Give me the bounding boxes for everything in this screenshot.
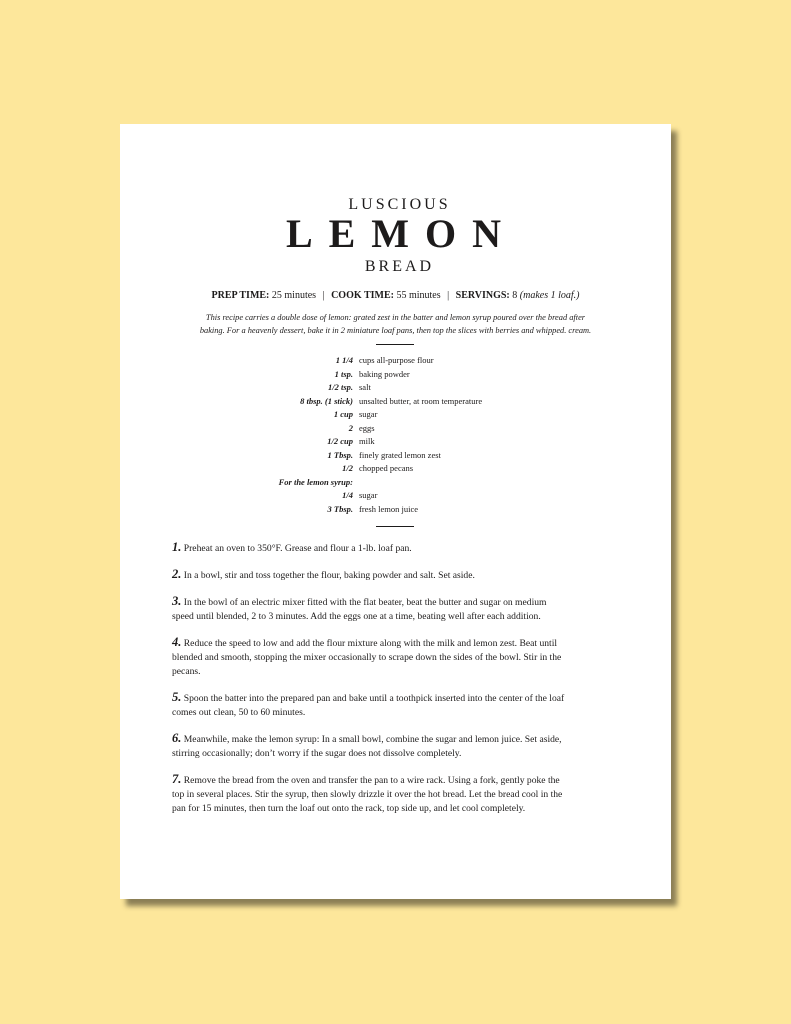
- prep-time-label: PREP TIME:: [211, 290, 270, 301]
- cook-time-value: 55 minutes: [396, 290, 441, 301]
- step-text: Spoon the batter into the prepared pan and bake until a toothpick inserted into the center of the loaf: [183, 693, 565, 704]
- intro-line: baking. For a heavenly dessert, bake it in 2 miniature loaf pans, then top the slices with berries and whipped. cream.: [199, 325, 592, 335]
- recipe-card: [120, 124, 671, 899]
- step-text: Remove the bread from the oven and transfer the pan to a wire rack. Using a fork, gently poke the: [183, 775, 560, 786]
- ingredient-row: [120, 489, 671, 503]
- ingredient-row: [120, 381, 671, 395]
- ingredient-row: [120, 368, 671, 382]
- step-line: [172, 747, 634, 761]
- divider: [376, 344, 414, 345]
- ingredient-quantity: 1/2 tsp.: [327, 382, 353, 392]
- ingredient-name: eggs: [359, 422, 375, 433]
- ingredient-quantity: 1/2 cup: [327, 436, 353, 446]
- servings-value: 8: [512, 290, 518, 301]
- cook-time-label: COOK TIME:: [331, 290, 394, 301]
- title-lemon: LEMON: [285, 211, 518, 256]
- step-number: 1.: [172, 540, 182, 554]
- direction-step: [172, 690, 634, 720]
- recipe-intro: [158, 312, 633, 337]
- ingredient-row: [120, 435, 671, 449]
- ingredient-name: milk: [359, 436, 375, 446]
- step-number: 3.: [172, 594, 182, 608]
- step-line: [172, 567, 634, 583]
- step-line: [172, 665, 634, 679]
- meta-separator: |: [447, 290, 450, 301]
- step-text: speed until blended, 2 to 3 minutes. Add the eggs one at a time, beating well after each addition.: [172, 611, 541, 622]
- ingredient-row: [120, 422, 671, 436]
- intro-line: This recipe carries a double dose of lemon: grated zest in the batter and lemon syrup poured over the bread after: [205, 313, 586, 322]
- recipe-meta: [120, 290, 671, 301]
- divider: [376, 526, 414, 527]
- ingredient-row: [120, 449, 671, 463]
- step-text: In a bowl, stir and toss together the flour, baking powder and salt. Set aside.: [183, 570, 475, 581]
- ingredient-name: unsalted butter, at room temperature: [359, 395, 483, 406]
- ingredient-name: baking powder: [359, 368, 410, 379]
- ingredient-row: [120, 408, 671, 422]
- step-number: 6.: [172, 731, 182, 745]
- direction-step: [172, 635, 634, 679]
- ingredient-quantity: 1 1/4: [335, 355, 353, 365]
- step-text: Meanwhile, make the lemon syrup: In a small bowl, combine the sugar and lemon juice. Set aside,: [183, 734, 562, 745]
- ingredients-list: [120, 354, 671, 516]
- direction-step: [172, 772, 634, 816]
- step-text: blended and smooth, stopping the mixer occasionally to scrape down the sides of the bowl. Stir in the: [172, 652, 562, 663]
- meta-separator: |: [322, 290, 325, 301]
- title-luscious: LUSCIOUS: [348, 196, 451, 213]
- step-text: stirring occasionally; don’t worry if the sugar does not dissolve completely.: [172, 748, 462, 759]
- ingredient-quantity: For the lemon syrup:: [278, 476, 353, 487]
- step-line: [172, 610, 634, 624]
- ingredient-name: finely grated lemon zest: [359, 449, 441, 460]
- step-text: Reduce the speed to low and add the flour mixture along with the milk and lemon zest. Beat until: [183, 638, 558, 649]
- servings-label: SERVINGS:: [455, 290, 510, 301]
- ingredient-name: salt: [359, 382, 371, 392]
- step-line: [172, 540, 634, 556]
- step-line: [172, 802, 634, 816]
- ingredient-name: cups all-purpose flour: [359, 355, 434, 365]
- ingredient-name: chopped pecans: [359, 463, 414, 473]
- ingredient-quantity: 8 tbsp. (1 stick): [300, 395, 353, 406]
- step-line: [172, 635, 634, 651]
- servings-note: (makes 1 loaf.): [519, 290, 580, 301]
- step-line: [172, 788, 634, 802]
- ingredient-quantity: 2: [348, 422, 353, 433]
- ingredient-name: sugar: [359, 490, 378, 500]
- direction-step: [172, 567, 634, 583]
- ingredient-name: sugar: [359, 409, 378, 419]
- ingredient-quantity: 3 Tbsp.: [327, 503, 353, 514]
- directions-list: [172, 540, 634, 827]
- ingredient-quantity: 1 tsp.: [334, 368, 353, 379]
- step-line: [172, 706, 634, 720]
- step-line: [172, 772, 634, 788]
- ingredient-name: fresh lemon juice: [359, 503, 419, 514]
- step-text: pan for 15 minutes, then turn the loaf out onto the rack, top side up, and let cool completely.: [172, 803, 526, 814]
- step-line: [172, 690, 634, 706]
- step-number: 2.: [172, 567, 182, 581]
- title-bread: BREAD: [364, 258, 435, 275]
- step-text: comes out clean, 50 to 60 minutes.: [172, 707, 306, 718]
- ingredient-quantity: 1/2: [342, 463, 353, 473]
- step-text: pecans.: [172, 666, 201, 677]
- ingredient-quantity: 1 Tbsp.: [327, 449, 353, 460]
- ingredient-quantity: 1 cup: [333, 409, 353, 419]
- prep-time-value: 25 minutes: [271, 290, 317, 301]
- step-line: [172, 651, 634, 665]
- step-number: 5.: [172, 690, 182, 704]
- ingredient-row: [120, 462, 671, 476]
- step-line: [172, 731, 634, 747]
- step-text: Preheat an oven to 350°F. Grease and flour a 1-lb. loaf pan.: [183, 543, 412, 554]
- ingredient-row: [120, 476, 671, 490]
- step-line: [172, 594, 634, 610]
- step-number: 7.: [172, 772, 182, 786]
- step-text: In the bowl of an electric mixer fitted with the flat beater, beat the butter and sugar on medium: [183, 597, 547, 608]
- direction-step: [172, 594, 634, 624]
- ingredient-row: [120, 395, 671, 409]
- step-text: top in several places. Stir the syrup, then slowly drizzle it over the hot bread. Let the bread cool in the: [172, 789, 563, 800]
- step-number: 4.: [172, 635, 182, 649]
- ingredient-row: [120, 503, 671, 517]
- ingredient-row: [120, 354, 671, 368]
- direction-step: [172, 731, 634, 761]
- ingredient-quantity: 1/4: [342, 490, 353, 500]
- direction-step: [172, 540, 634, 556]
